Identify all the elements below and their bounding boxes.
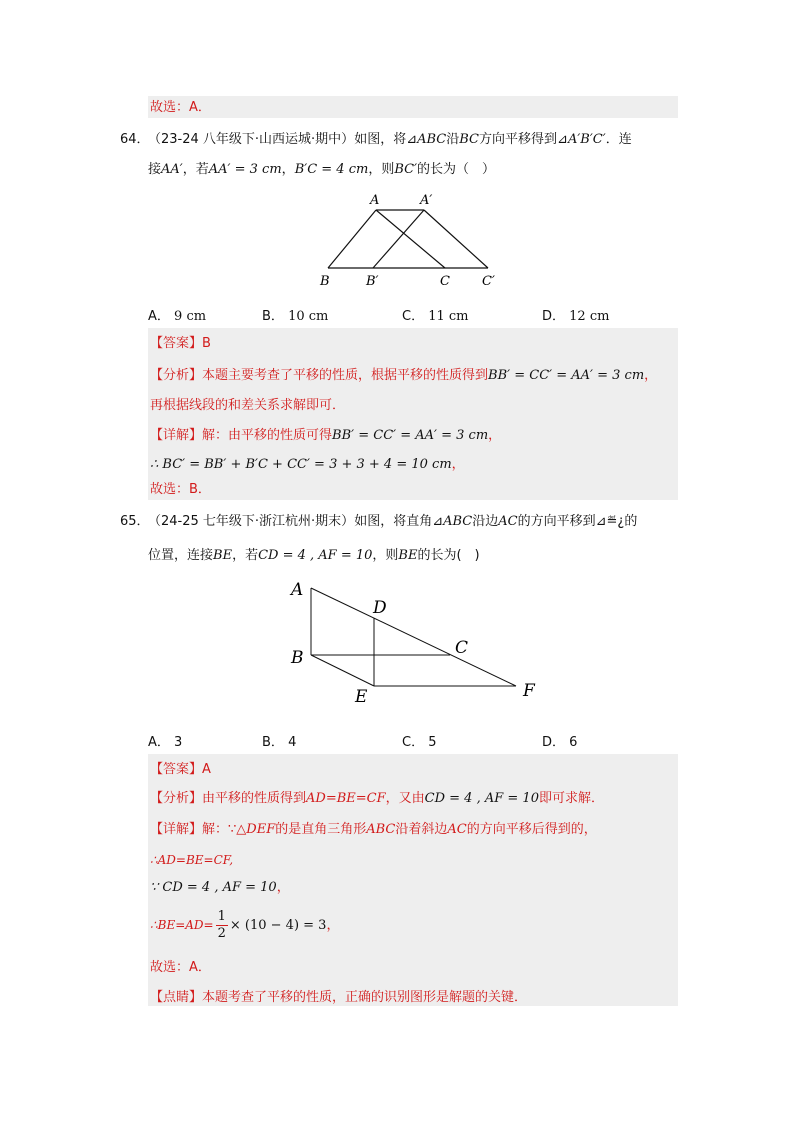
- q64-analysis-line1: 【分析】本题主要考查了平移的性质，根据平移的性质得到BB′ = CC′ = AA′ = 3 cm，: [150, 368, 658, 383]
- q65-option-a[interactable]: A． 3: [148, 735, 183, 750]
- q64-source: （23-24 八年级下·山西运城·期中）: [148, 132, 355, 147]
- q65-label-F: F: [523, 681, 535, 701]
- q64-detail-line1: 【详解】解：由平移的性质可得BB′ = CC′ = AA′ = 3 cm，: [150, 428, 502, 443]
- q65-label-D: D: [373, 598, 387, 618]
- q65-answer: 【答案】A: [150, 762, 211, 777]
- q64-number: 64．: [120, 132, 150, 147]
- q64-line-A2C2: [424, 210, 488, 268]
- fraction-one-half: $\frac{1}{2}$: [217, 909, 226, 941]
- q64-option-d[interactable]: D． 12 cm: [542, 309, 610, 324]
- q64-option-c[interactable]: C． 11 cm: [402, 309, 469, 324]
- q64-label-C: C: [440, 274, 450, 289]
- q65-detail-line2: ∴AD=BE=CF,: [150, 853, 234, 867]
- q64-answer: 【答案】B: [150, 336, 211, 351]
- q64-line-AC: [376, 210, 445, 268]
- q65-figure: [285, 575, 545, 710]
- q65-label-B: B: [291, 648, 304, 668]
- q64-figure: [310, 190, 510, 290]
- q64-stem-line2: 接AA′，若AA′ = 3 cm，B′C = 4 cm，则BC′的长为（ ）: [148, 162, 496, 177]
- q64-choose: 故选：B．: [150, 482, 211, 497]
- prev-choose-text: 故选：A．: [150, 100, 211, 115]
- q64-line-AB: [328, 210, 376, 268]
- q65-analysis: 【分析】由平移的性质得到AD=BE=CF，又由CD = 4 , AF = 10即可求解．: [150, 791, 604, 806]
- q64-label-B: B: [320, 274, 330, 289]
- q64-stem-line1: （23-24 八年级下·山西运城·期中）如图，将⊿ABC沿BC方向平移得到⊿A′B′C′．连: [148, 132, 632, 147]
- q65-option-c[interactable]: C． 5: [402, 735, 437, 750]
- q64-analysis-line2: 再根据线段的和差关系求解即可．: [150, 398, 346, 413]
- q65-label-A: A: [291, 580, 304, 600]
- q64-label-A: A: [370, 193, 380, 208]
- q64-line-A2B2: [373, 210, 424, 268]
- q65-stem-line1: （24-25 七年级下·浙江杭州·期末）如图，将直角⊿ABC沿边AC的方向平移到⊿≝¿的: [148, 514, 638, 529]
- q65-choose: 故选：A．: [150, 960, 211, 975]
- q65-label-E: E: [355, 687, 368, 707]
- prev-answer-box: [148, 96, 678, 118]
- q64-label-B-prime: B′: [366, 274, 379, 289]
- q65-line-BE: [311, 655, 374, 686]
- q64-option-a[interactable]: A． 9 cm: [148, 309, 207, 324]
- q64-detail-line2: ∴ BC′ = BB′ + B′C + CC′ = 3 + 3 + 4 = 10 cm，: [150, 457, 465, 472]
- q65-line-AF: [311, 588, 516, 686]
- q65-option-b[interactable]: B． 4: [262, 735, 297, 750]
- q65-source: （24-25 七年级下·浙江杭州·期末）: [148, 514, 355, 529]
- q65-label-C: C: [455, 638, 469, 658]
- q65-number: 65．: [120, 514, 150, 529]
- q64-label-C-prime: C′: [482, 274, 495, 289]
- q65-option-d[interactable]: D． 6: [542, 735, 578, 750]
- q65-detail-line4: ∴BE=AD= $\frac{1}{2}$ × (10 − 4) = 3，: [150, 909, 340, 941]
- q65-detail-line3: ∵ CD = 4 , AF = 10，: [150, 880, 290, 895]
- q65-detail-line1: 【详解】解：∵△DEF的是直角三角形ABC沿着斜边AC的方向平移后得到的，: [150, 822, 597, 837]
- q64-label-A-prime: A′: [420, 193, 433, 208]
- q64-option-b[interactable]: B． 10 cm: [262, 309, 329, 324]
- q65-comment: 【点睛】本题考查了平移的性质，正确的识别图形是解题的关键．: [150, 990, 528, 1005]
- q65-stem-line2: 位置，连接BE，若CD = 4 , AF = 10，则BE的长为( ): [148, 548, 480, 563]
